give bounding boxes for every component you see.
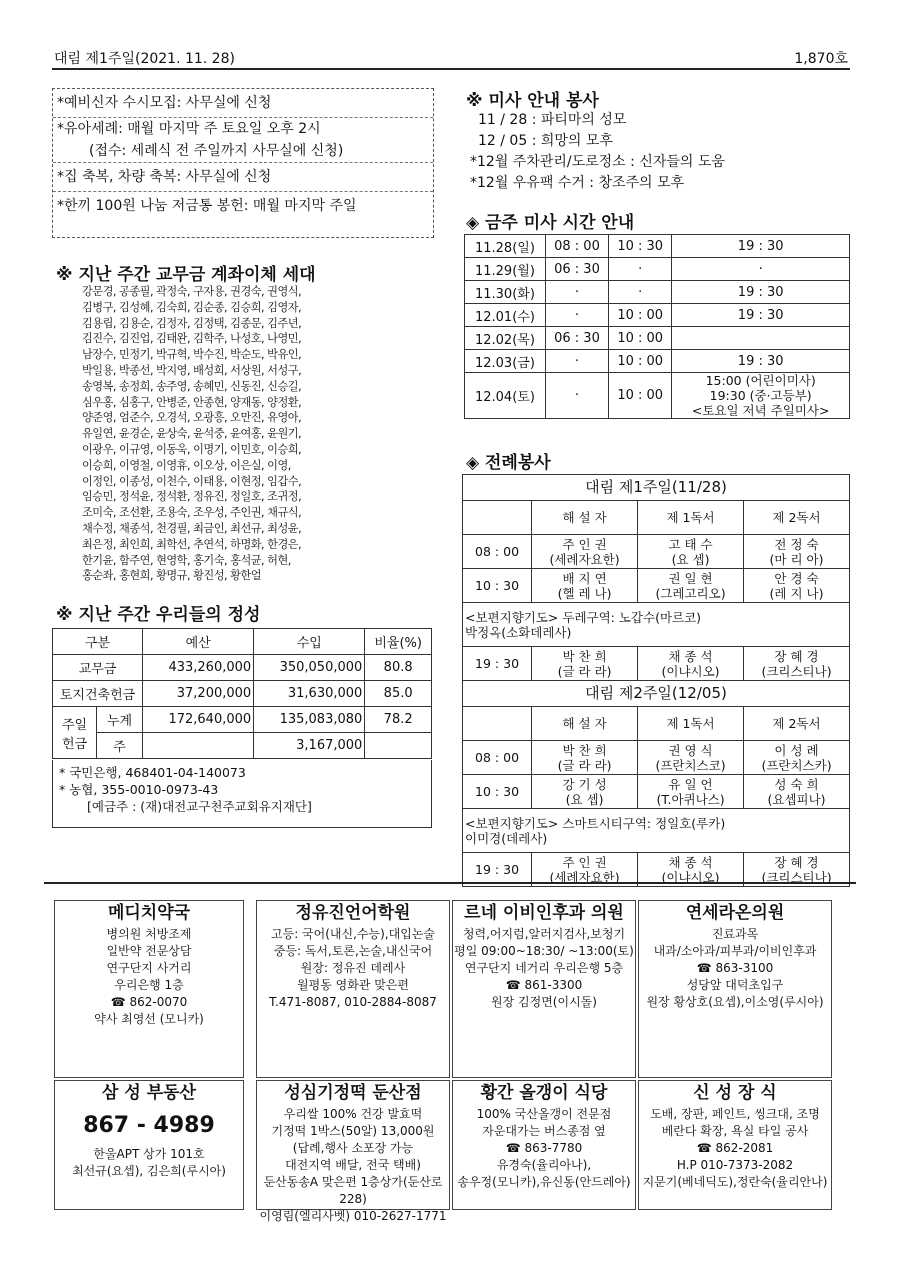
liturgy-col-cell: 제 2독서 (744, 501, 850, 535)
liturgy-cell: 채 종 석 (이냐시오) (638, 647, 744, 681)
ad-box (452, 1080, 636, 1210)
finance-cell: 85.0 (365, 681, 432, 707)
finance-title: ※ 지난 주간 우리들의 정성 (56, 605, 261, 625)
notice-item: *예비신자 수시모집: 사무실에 신청 (53, 89, 433, 118)
ad-line: 100% 국산올갱이 전문점 (476, 1107, 612, 1121)
ad-line: 원장 황상호(요셉),이소영(루시아) (646, 995, 824, 1009)
ad-line: 도배, 장판, 페인트, 씽크대, 조명 (650, 1107, 820, 1121)
finance-row (53, 707, 432, 733)
liturgy-cell: 08 : 00 (463, 535, 532, 569)
notice-item: *한끼 100원 나눔 저금통 봉헌: 매월 마지막 주일 (57, 198, 357, 214)
schedule-row (465, 327, 850, 350)
liturgy-title: ◈ 전례봉사 (466, 453, 551, 473)
finance-note: * 농협, 355-0010-0973-43 (59, 782, 219, 797)
schedule-cell: 10 : 00 (609, 350, 672, 373)
finance-row (53, 681, 432, 707)
mass-line: 11 / 28 : 파티마의 성모 (478, 112, 627, 128)
schedule-row (465, 281, 850, 304)
schedule-cell: 06 : 30 (545, 327, 608, 350)
schedule-cell: 11.28(일) (465, 235, 546, 258)
liturgy-cell: 19 : 30 (463, 853, 532, 887)
liturgy-col-cell (463, 707, 532, 741)
liturgy-col-cell (463, 501, 532, 535)
schedule-cell: 11.29(월) (465, 258, 546, 281)
liturgy-cell: 이 성 례 (프란치스카) (744, 741, 850, 775)
schedule-cell: 19 : 30 (672, 281, 850, 304)
name-line: 한기윤, 함주연, 현영학, 홍기숙, 홍석균, 허현, (82, 553, 291, 567)
ad-title: 신 성 장 식 (693, 1083, 777, 1103)
ad-title: 연세라온의원 (685, 903, 785, 923)
name-line: 김용립, 김용순, 김정자, 김정택, 김종문, 김주년, (82, 316, 302, 330)
ad-box (638, 1080, 832, 1210)
ad-line: ☎ 863-7780 (505, 1141, 583, 1155)
notice-item: *집 축복, 차량 축복: 사무실에 신청 (53, 163, 433, 192)
finance-note: [예금주 : (재)대전교구천주교회유지재단] (87, 799, 312, 814)
ad-line: ☎ 861-3300 (505, 978, 583, 992)
ad-title: 메디치약국 (107, 903, 191, 923)
liturgy-cell: 19 : 30 (463, 647, 532, 681)
finance-cell (143, 733, 254, 759)
finance-header-cell: 수입 (254, 629, 365, 655)
schedule-row (465, 350, 850, 373)
ad-line: 우리은행 1층 (114, 978, 184, 992)
ad-title: 삼 성 부동산 (102, 1083, 196, 1103)
ad-line: 진료과목 (711, 927, 759, 941)
name-line: 이승희, 이영철, 이영휴, 이오상, 이은실, 이영, (82, 458, 291, 472)
schedule-cell: · (545, 281, 608, 304)
liturgy-cell: 주 인 권 (세례자요한) (532, 853, 638, 887)
schedule-cell: 19 : 30 (672, 304, 850, 327)
name-line: 박일용, 박종선, 박지영, 배성희, 서상원, 서성구, (82, 363, 302, 377)
liturgy-cell: 고 태 수 (요 셉) (638, 535, 744, 569)
name-line: 홍순좌, 홍현희, 황명규, 황진성, 황한얼 (82, 569, 262, 583)
ad-line: T.471-8087, 010-2884-8087 (269, 995, 437, 1009)
ad-line: 유경숙(율리아나), (496, 1158, 592, 1172)
schedule-cell: · (545, 373, 608, 419)
name-line: 임승민, 정석윤, 정석환, 정유진, 정일호, 조귀정, (82, 490, 302, 504)
ad-line: 일반약 전문상담 (106, 944, 192, 958)
name-line: 강문경, 공종필, 곽정숙, 구자용, 권경숙, 권영식, (82, 285, 302, 298)
finance-cell: 누계 (97, 707, 143, 733)
ad-line: 이영림(엘리사벳) 010-2627-1771 (259, 1209, 447, 1223)
ad-box (256, 900, 450, 1078)
schedule-cell: 10 : 30 (609, 235, 672, 258)
ad-title: 성심기정떡 둔산점 (284, 1083, 422, 1103)
liturgy-prayer: <보편지향기도> 두레구역: 노갑수(마르코) 박정옥(소화데레사) (463, 603, 850, 647)
liturgy-prayer-row (463, 603, 850, 647)
liturgy-cell: 08 : 00 (463, 741, 532, 775)
finance-row (53, 733, 432, 759)
liturgy-cell: 10 : 30 (463, 569, 532, 603)
liturgy-row (463, 535, 850, 569)
notice-box (52, 88, 434, 238)
name-line: 남장수, 민정기, 박규혁, 박수진, 박순도, 박유인, (82, 348, 302, 362)
liturgy-week-title: 대림 제1주일(11/28) (463, 475, 850, 501)
schedule-cell: · (609, 258, 672, 281)
schedule-cell (672, 327, 850, 350)
liturgy-cell: 유 일 언 (T.아퀴나스) (638, 775, 744, 809)
finance-group-cell: 주일 헌금 (53, 707, 97, 759)
ad-line: 평일 09:00~18:30/ ~13:00(토) (454, 944, 634, 958)
liturgy-cell: 10 : 30 (463, 775, 532, 809)
liturgy-title-row (463, 681, 850, 707)
liturgy-col-row (463, 707, 850, 741)
finance-cell: 135,083,080 (254, 707, 365, 733)
liturgy-cell: 배 지 연 (헬 레 나) (532, 569, 638, 603)
ad-line: 고등: 국어(내신,수능),대입논술 (271, 927, 435, 941)
finance-header-row (53, 629, 432, 655)
name-line: 김진수, 김진업, 김태완, 김학주, 나성호, 나영민, (82, 332, 302, 346)
notice-item: *유아세례: 매월 마지막 주 토요일 오후 2시 (57, 121, 321, 137)
schedule-cell: 19 : 30 (672, 235, 850, 258)
page-header (52, 46, 850, 70)
liturgy-week-title: 대림 제2주일(12/05) (463, 681, 850, 707)
ad-title: 르네 이비인후과 의원 (464, 903, 624, 923)
ad-box (54, 1080, 244, 1210)
ad-line: ☎ 863-3100 (696, 961, 774, 975)
mass-title: ※ 미사 안내 봉사 (466, 91, 599, 111)
liturgy-cell: 강 기 성 (요 셉) (532, 775, 638, 809)
name-line: 심우홍, 심홍구, 안병준, 안종현, 양재동, 양정환, (82, 395, 302, 409)
liturgy-title-row (463, 475, 850, 501)
liturgy-cell: 전 정 숙 (마 리 아) (744, 535, 850, 569)
ad-line: 성당앞 대덕초입구 (686, 978, 784, 992)
schedule-cell: 15:00 (어린이미사) 19:30 (중·고등부) <토요일 저녁 주일미사> (672, 373, 850, 419)
liturgy-cell: 박 찬 희 (글 라 라) (532, 647, 638, 681)
ad-line: 한울APT 상가 101호 (93, 1147, 205, 1161)
liturgy-cell: 장 혜 경 (크리스티나) (744, 853, 850, 887)
finance-table (52, 628, 432, 759)
ad-line: 청력,어지럼,알러지검사,보청기 (462, 927, 626, 941)
liturgy-cell: 채 종 석 (이냐시오) (638, 853, 744, 887)
finance-cell: 172,640,000 (143, 707, 254, 733)
mass-line: *12월 주차관리/도로정소 : 신자들의 도움 (470, 154, 725, 170)
schedule-row (465, 235, 850, 258)
issue-date: 대림 제1주일(2021. 11. 28) (54, 51, 235, 67)
ad-line: ☎ 862-0070 (110, 995, 188, 1009)
finance-note: * 국민은행, 468401-04-140073 (59, 765, 246, 780)
ad-line: 송우정(모니카),유신동(안드레아) (457, 1175, 631, 1189)
schedule-cell: 11.30(화) (465, 281, 546, 304)
finance-cell: 80.8 (365, 655, 432, 681)
liturgy-col-cell: 제 2독서 (744, 707, 850, 741)
finance-cell: 433,260,000 (143, 655, 254, 681)
transfer-names (82, 284, 422, 584)
name-line: 채수정, 채종석, 천경필, 최금인, 최선규, 최성윤, (82, 521, 302, 535)
ad-line: H.P 010-7373-2082 (676, 1158, 794, 1172)
schedule-cell: 06 : 30 (545, 258, 608, 281)
liturgy-col-cell: 제 1독서 (638, 707, 744, 741)
ad-line: 지문기(베네딕도),정란숙(율리안나) (642, 1175, 828, 1189)
ad-line: 기정떡 1박스(50알) 13,000원 (271, 1124, 435, 1138)
schedule-table (464, 234, 850, 419)
ad-line: 대전지역 배달, 전국 택배) (285, 1158, 421, 1172)
liturgy-col-cell: 제 1독서 (638, 501, 744, 535)
schedule-row (465, 258, 850, 281)
name-line: 양준영, 엄준수, 오경석, 오광흥, 오만진, 유영아, (82, 411, 302, 425)
liturgy-cell: 권 영 식 (프란치스코) (638, 741, 744, 775)
name-line: 김병구, 김성혜, 김숙희, 김순종, 김승희, 김영자, (82, 300, 302, 314)
finance-cell (365, 733, 432, 759)
ad-line: 자운대가는 버스종점 옆 (482, 1124, 606, 1138)
ad-line: 월평동 영화관 맞은편 (297, 978, 409, 992)
ad-title: 황간 올갱이 식당 (480, 1083, 608, 1103)
liturgy-row (463, 741, 850, 775)
schedule-cell: 12.04(토) (465, 373, 546, 419)
schedule-cell: 12.02(목) (465, 327, 546, 350)
schedule-cell: · (545, 350, 608, 373)
mass-list (470, 110, 725, 194)
liturgy-row (463, 647, 850, 681)
ad-line: 우리쌀 100% 건강 발효떡 (283, 1107, 423, 1121)
ad-line: 내과/소아과/피부과/이비인후과 (653, 944, 817, 958)
finance-header-cell: 구분 (53, 629, 143, 655)
liturgy-prayer-row (463, 809, 850, 853)
finance-notes (52, 760, 432, 828)
schedule-cell: 10 : 00 (609, 327, 672, 350)
liturgy-col-cell: 해 설 자 (532, 501, 638, 535)
schedule-row (465, 304, 850, 327)
ad-title: 정유진언어학원 (295, 903, 411, 923)
schedule-cell: 10 : 00 (609, 373, 672, 419)
ad-line: (답례,행사 소포장 가능 (292, 1141, 414, 1155)
name-line: 이정인, 이종성, 이천수, 이태용, 이현정, 임갑수, (82, 474, 302, 488)
ad-line: 베란다 확장, 욕실 타일 공사 (661, 1124, 809, 1138)
liturgy-row (463, 569, 850, 603)
issue-number: 1,870호 (794, 51, 848, 67)
liturgy-cell: 권 일 현 (그레고리오) (638, 569, 744, 603)
liturgy-row (463, 775, 850, 809)
ad-line: 최선규(요셉), 김은희(루시아) (72, 1164, 226, 1178)
divider (44, 882, 856, 884)
schedule-cell: · (545, 304, 608, 327)
finance-cell: 3,167,000 (254, 733, 365, 759)
finance-cell: 37,200,000 (143, 681, 254, 707)
finance-header-cell: 예산 (143, 629, 254, 655)
ad-box (638, 900, 832, 1078)
liturgy-col-row (463, 501, 850, 535)
transfer-title: ※ 지난 주간 교무금 계좌이체 세대 (56, 265, 316, 285)
schedule-cell: 12.03(금) (465, 350, 546, 373)
liturgy-cell: 박 찬 희 (글 라 라) (532, 741, 638, 775)
name-line: 최은정, 최인희, 최학선, 추연석, 하명화, 한경은, (82, 537, 302, 551)
ad-line: 둔산동송A 맞은편 1층상가(둔산로 228) (263, 1175, 443, 1206)
notice-item: (접수: 세례식 전 주일까지 사무실에 신청) (53, 140, 433, 163)
finance-cell: 78.2 (365, 707, 432, 733)
liturgy-cell: 주 인 권 (세례자요한) (532, 535, 638, 569)
finance-cell: 주 (97, 733, 143, 759)
liturgy-cell: 성 숙 희 (요셉피나) (744, 775, 850, 809)
ad-line: 867 - 4989 (83, 1113, 215, 1138)
ad-line: 연구단지 사거리 (106, 961, 192, 975)
finance-cell: 31,630,000 (254, 681, 365, 707)
liturgy-cell: 안 경 숙 (레 지 나) (744, 569, 850, 603)
ad-line: 원장: 정유진 데레사 (300, 961, 406, 975)
ad-line: 연구단지 네거리 우리은행 5층 (464, 961, 624, 975)
name-line: 송영복, 송정희, 송주영, 송혜민, 신동진, 신승길, (82, 379, 302, 393)
liturgy-prayer: <보편지향기도> 스마트시티구역: 정일호(루카) 이미경(데레사) (463, 809, 850, 853)
mass-line: *12월 우유팩 수거 : 창조주의 모후 (470, 175, 685, 191)
liturgy-col-cell: 해 설 자 (532, 707, 638, 741)
ad-line: 병의원 처방조제 (106, 927, 192, 941)
name-line: 이광우, 이규영, 이동욱, 이명기, 이민호, 이승희, (82, 442, 302, 456)
schedule-cell: 10 : 00 (609, 304, 672, 327)
ad-box (54, 900, 244, 1078)
ad-line: 원장 김정면(이시돌) (491, 995, 597, 1009)
schedule-cell: 08 : 00 (545, 235, 608, 258)
ad-line: ☎ 862-2081 (696, 1141, 774, 1155)
ad-line: 중등: 독서,토론,논술,내신국어 (273, 944, 433, 958)
finance-cell: 교무금 (53, 655, 143, 681)
schedule-cell: · (672, 258, 850, 281)
finance-cell: 350,050,000 (254, 655, 365, 681)
finance-header-cell: 비율(%) (365, 629, 432, 655)
name-line: 유일연, 윤경순, 윤상숙, 윤석중, 윤여홍, 윤원기, (82, 427, 302, 441)
ad-box (452, 900, 636, 1078)
liturgy-cell: 장 혜 경 (크리스티나) (744, 647, 850, 681)
schedule-cell: · (609, 281, 672, 304)
schedule-cell: 19 : 30 (672, 350, 850, 373)
name-line: 조미숙, 조선환, 조용숙, 조우성, 주인권, 채규식, (82, 506, 302, 520)
finance-cell: 토지건축헌금 (53, 681, 143, 707)
schedule-row (465, 373, 850, 419)
ad-line: 약사 최영선 (모니카) (94, 1012, 204, 1026)
liturgy-table (462, 474, 850, 887)
finance-row (53, 655, 432, 681)
ad-box (256, 1080, 450, 1223)
mass-line: 12 / 05 : 희망의 모후 (478, 133, 613, 149)
schedule-cell: 12.01(수) (465, 304, 546, 327)
schedule-title: ◈ 금주 미사 시간 안내 (466, 213, 635, 233)
